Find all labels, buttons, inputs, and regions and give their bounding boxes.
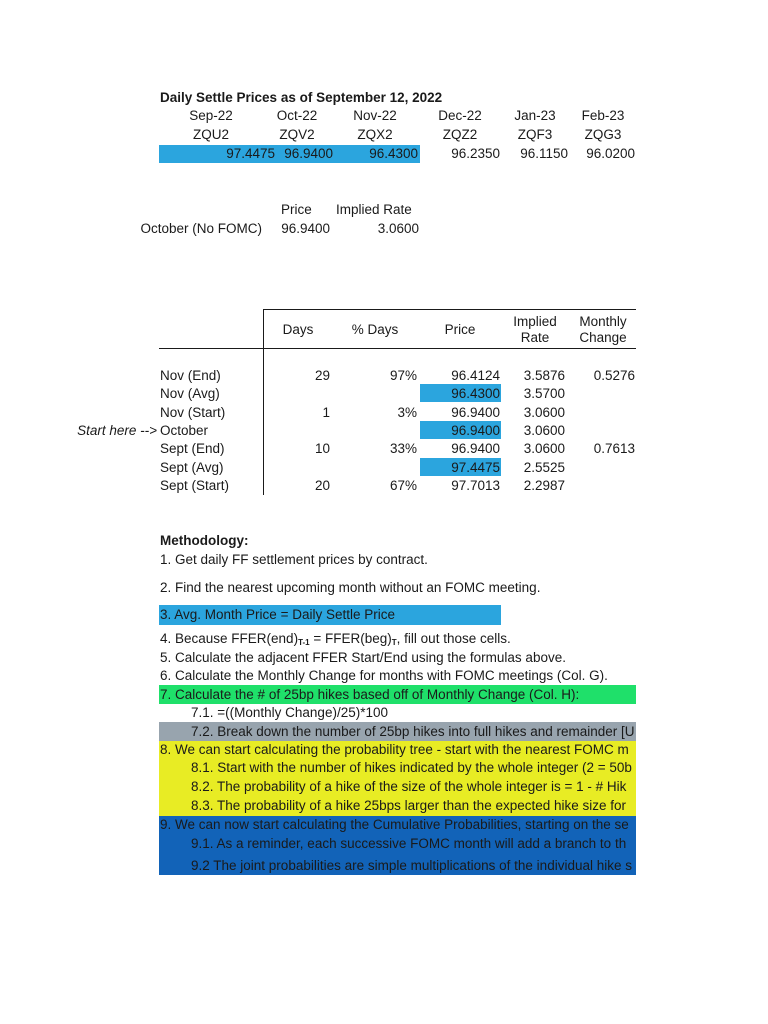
row-label: Sept (Start) [160,478,230,493]
methodology-substep: 8.1. Start with the number of hikes indicated by the whole integer (2 = 50b [191,760,632,775]
header-monthly-change: Change [579,330,627,345]
methodology-substep: 9.2 The joint probabilities are simple multiplications of the individual hike s [191,858,632,873]
row-pct-days: 3% [397,405,417,420]
step-4-text: , fill out those cells. [396,631,511,646]
row-rate: 3.0600 [523,423,565,438]
row-price: 96.4124 [451,368,500,383]
row-rate: 3.0600 [523,405,565,420]
row-label: Sept (Avg) [160,460,224,475]
settle-price: 96.0200 [586,146,635,161]
row-change: 0.7613 [593,441,635,456]
row-price: 97.4475 [451,460,500,475]
row-price: 97.7013 [451,478,500,493]
row-label: Nov (End) [160,368,221,383]
row-days: 1 [322,405,330,420]
contract-month: Feb-23 [581,108,625,123]
table-header-border [159,348,636,349]
october-label: October (No FOMC) [140,221,262,236]
step-4-text: = FFER(beg) [309,631,392,646]
settle-price: 96.1150 [520,146,568,161]
header-implied-rate: Implied [513,314,557,329]
methodology-step: 1. Get daily FF settlement prices by contract. [160,552,428,567]
page-title: Daily Settle Prices as of September 12, 2022 [160,90,443,105]
settle-price: 96.4300 [369,146,418,161]
row-days: 20 [314,478,330,493]
contract-month: Dec-22 [438,108,482,123]
table-top-border [263,309,636,310]
contract-code: ZQZ2 [442,127,478,142]
october-price: 96.9400 [281,221,330,236]
step-7-highlight [159,685,636,704]
methodology-step: 8. We can start calculating the probability tree - start with the nearest FOMC m [160,742,629,757]
row-price: 96.9400 [451,405,500,420]
row-pct-days: 67% [389,478,417,493]
row-rate: 3.0600 [523,441,565,456]
row-rate: 2.2987 [523,478,565,493]
header-pct-days: % Days [351,322,399,337]
contract-month: Oct-22 [276,108,318,123]
start-here-marker: Start here --> [77,423,157,438]
methodology-step: 6. Calculate the Monthly Change for months with FOMC meetings (Col. G). [160,668,608,683]
row-days: 10 [314,441,330,456]
row-rate: 2.5525 [523,460,565,475]
contract-code: ZQV2 [279,127,315,142]
october-rate-header: Implied Rate [336,202,412,217]
step-9-highlight [159,816,636,875]
methodology-heading: Methodology: [160,533,249,548]
row-pct-days: 97% [389,368,417,383]
step-4-text: 4. Because FFER(end) [160,631,299,646]
header-monthly-change: Monthly [579,314,627,329]
methodology-step-4 [160,631,511,647]
contract-code: ZQF3 [517,127,553,142]
row-label: Nov (Start) [160,405,226,420]
contract-code: ZQX2 [357,127,393,142]
row-label: Sept (End) [160,441,225,456]
step-4-subscript: T-1 [298,638,310,647]
settle-price: 96.9400 [284,146,333,161]
row-change: 0.5276 [593,368,635,383]
methodology-step: 2. Find the nearest upcoming month without an FOMC meeting. [160,580,541,595]
contract-month: Nov-22 [353,108,397,123]
methodology-substep: 8.3. The probability of a hike 25bps larger than the expected hike size for [191,798,627,813]
methodology-step: 3. Avg. Month Price = Daily Settle Price [160,607,395,622]
row-pct-days: 33% [389,441,417,456]
header-implied-rate: Rate [520,330,550,345]
step-7-2-highlight [159,722,636,742]
methodology-step: 9. We can now start calculating the Cumulative Probabilities, starting on the se [160,817,629,832]
settle-price: 97.4475 [226,146,275,161]
row-label: October [160,423,209,438]
methodology-substep: 8.2. The probability of a hike of the size of the whole integer is = 1 - # Hik [191,779,627,794]
row-price: 96.9400 [451,441,500,456]
contract-month: Jan-23 [514,108,556,123]
contract-code: ZQU2 [192,127,229,142]
header-price: Price [444,322,476,337]
step-3-highlight [159,605,501,625]
row-rate: 3.5700 [523,386,565,401]
row-days: 29 [314,368,330,383]
row-price: 96.4300 [451,386,500,401]
october-rate: 3.0600 [377,221,419,236]
methodology-step: 7. Calculate the # of 25bp hikes based off of Monthly Change (Col. H): [160,687,580,702]
methodology-substep: 9.1. As a reminder, each successive FOMC month will add a branch to th [191,836,627,851]
contract-code: ZQG3 [584,127,622,142]
step-4-subscript: T [391,638,397,647]
october-price-header: Price [281,202,312,217]
methodology-substep: 7.2. Break down the number of 25bp hikes into full hikes and remainder [U [191,724,635,739]
methodology-step: 5. Calculate the adjacent FFER Start/End using the formulas above. [160,650,566,665]
row-label: Nov (Avg) [160,386,220,401]
settle-price: 96.2350 [451,146,500,161]
methodology-substep: 7.1. =((Monthly Change)/25)*100 [191,705,388,720]
step-8-highlight [159,741,636,817]
header-days: Days [282,322,314,337]
row-rate: 3.5876 [523,368,565,383]
contract-month: Sep-22 [189,108,233,123]
row-price: 96.9400 [451,423,500,438]
